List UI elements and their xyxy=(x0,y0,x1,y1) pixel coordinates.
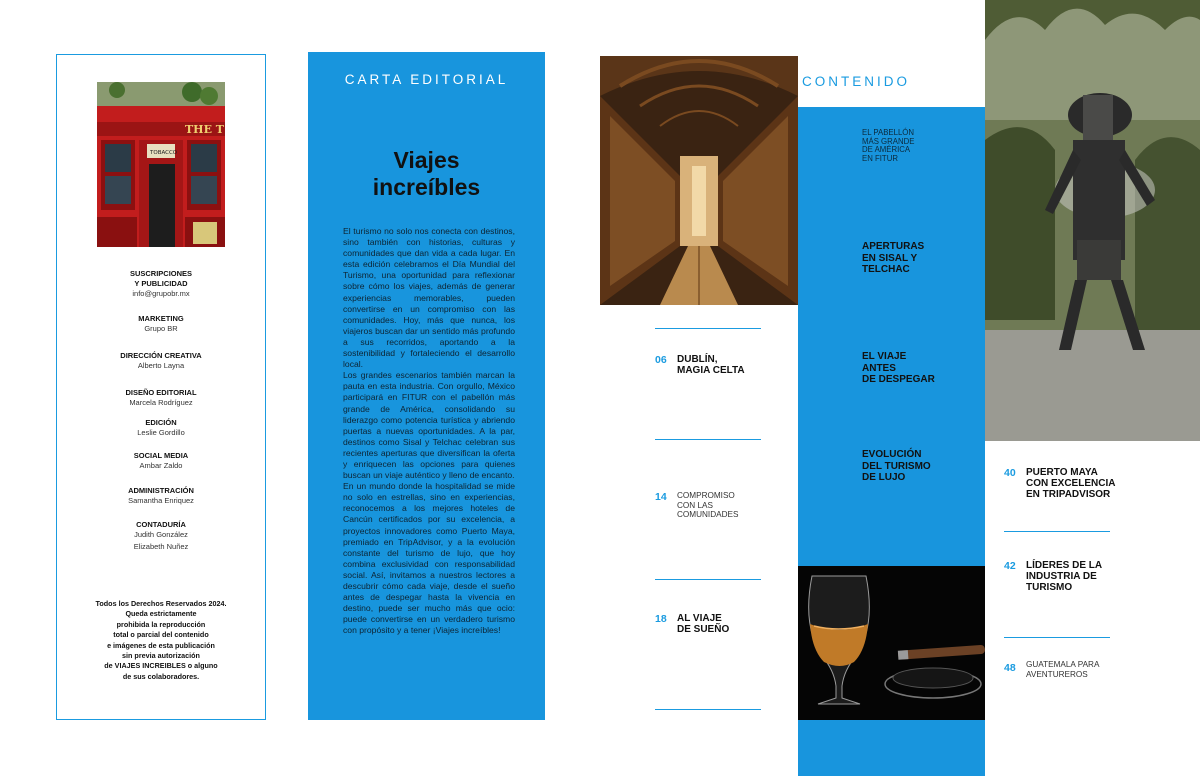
pub-sign: THE T xyxy=(185,123,224,136)
credits-panel xyxy=(56,54,266,720)
entry-line: DE AMÉRICA xyxy=(862,145,911,155)
credit-name: Marcela Rodríguez xyxy=(129,398,193,407)
entry-line: AL VIAJE xyxy=(677,613,722,624)
contents-entry[interactable] xyxy=(862,449,931,484)
credit-name: Samantha Enriquez xyxy=(128,496,194,505)
entry-line: GUATEMALA PARA xyxy=(1026,660,1100,669)
entry-line: EL PABELLÓN xyxy=(862,128,915,137)
credit-name: Grupo BR xyxy=(144,324,178,333)
credit-role: DISEÑO EDITORIAL xyxy=(125,388,197,397)
credit-accounting xyxy=(57,520,265,552)
divider xyxy=(655,328,761,329)
page-number: 48 xyxy=(1004,662,1016,674)
entry-title xyxy=(1026,467,1115,500)
divider xyxy=(655,579,761,580)
divider xyxy=(655,439,761,440)
credit-name: Judith González xyxy=(134,530,188,539)
credit-role: DIRECCIÓN CREATIVA xyxy=(120,351,202,360)
entry-line: TELCHAC xyxy=(862,264,910,275)
entry-line: LÍDERES DE LA xyxy=(1026,560,1103,571)
entry-line: EN FITUR xyxy=(862,153,898,163)
credit-role: MARKETING xyxy=(138,314,184,323)
credit-marketing xyxy=(57,314,265,334)
warrior-photo xyxy=(985,0,1200,441)
credit-social-media xyxy=(57,451,265,471)
contents-heading: CONTENIDO xyxy=(802,74,910,89)
credit-name: Alberto Layna xyxy=(137,361,185,370)
entry-line: CON LAS xyxy=(677,500,713,510)
entry-line: EL VIAJE xyxy=(862,351,907,362)
editorial-panel xyxy=(308,52,545,720)
library-photo xyxy=(600,56,798,305)
page-number: 40 xyxy=(1004,467,1016,479)
contents-entry[interactable] xyxy=(862,129,914,163)
entry-line: MAGIA CELTA xyxy=(677,365,745,376)
credit-role: CONTADURÍA xyxy=(136,520,186,529)
legal-line: Todos los Derechos Reservados 2024. xyxy=(95,599,227,608)
entry-line: AVENTUREROS xyxy=(1026,669,1088,679)
entry-line: COMPROMISO xyxy=(677,491,735,500)
divider xyxy=(1004,637,1110,638)
entry-line: PUERTO MAYA xyxy=(1026,467,1098,478)
entry-title xyxy=(677,354,745,376)
credit-editing xyxy=(57,418,265,438)
legal-line: sin previa autorización xyxy=(122,651,200,661)
divider xyxy=(655,709,761,710)
editorial-title xyxy=(308,147,545,201)
editorial-title-line: increíbles xyxy=(372,174,481,200)
entry-line: INDUSTRIA DE xyxy=(1026,571,1097,582)
entry-line: EN TRIPADVISOR xyxy=(1026,489,1111,500)
legal-line: e imágenes de esta publicación xyxy=(107,640,215,650)
entry-line: MÁS GRANDE xyxy=(862,136,915,146)
editorial-paragraph: El turismo no solo nos conecta con destinos, sino también con historias, culturas y comunidades que dan vida a cada lugar. En esta edición celebramos el Día Mundial del Turismo, una oportunidad para reflexionar sobre cómo los viajes, además de generar experiencias memorables, pueden convertirse en un compromiso con las comunidades. Hoy, más que nunca, los viajeros buscan dar un sentido más profundo a sus recorridos, aportando a la sostenibilidad y fortaleciendo el desarrollo local. xyxy=(343,226,515,370)
credit-role: Y PUBLICIDAD xyxy=(134,279,188,288)
pub-photo xyxy=(97,82,225,247)
entry-title xyxy=(677,613,729,635)
credit-role: SUSCRIPCIONES xyxy=(129,269,193,278)
entry-line: ANTES xyxy=(862,362,896,374)
credit-role: EDICIÓN xyxy=(145,418,177,427)
editorial-paragraph: Los grandes escenarios también marcan la pauta en esta industria. Con orgullo, México participará en FITUR con el pabellón más grande de América, consolidando su liderazgo como potencia turística y abriendo puertas a nuevas oportunidades. A la par, destinos como Sisal y Telchac celebran sus recientes aperturas que diversifican la oferta y enriquecen las opciones para quienes buscan un viaje auténtico y lleno de encanto. xyxy=(343,370,515,481)
entry-line: DE DESPEGAR xyxy=(862,374,935,385)
editorial-paragraph: En un mundo donde la hospitalidad se mide no solo en estrellas, sino en experiencias, reconocemos a los mejores hoteles de Cancún certificados por su excelencia, a proyectos innovadores como Puerto Maya, premiado en TripAdvisor, y a la evolución constante del turismo de lujo, que hoy combina exclusividad con responsabilidad social. Así, invitamos a nuestros lectores a descubrir cómo cada viaje, desde el sueño antes de despegar hasta la vivencia en destino, puede ser mucho más que ocio: puede convertirse en un verdadero turismo con propósito y a tener ¡Viajes increíbles! xyxy=(343,481,515,636)
legal-line: de VIAJES INCREIBLES o alguno xyxy=(104,661,218,671)
credit-name: Ambar Zaldo xyxy=(139,461,183,470)
contents-entry[interactable] xyxy=(862,351,935,386)
cognac-photo xyxy=(798,566,985,720)
entry-line: EN SISAL Y xyxy=(862,252,918,264)
entry-line: DE LUJO xyxy=(862,472,906,483)
entry-title xyxy=(1026,560,1102,593)
page-number: 18 xyxy=(655,613,667,625)
editorial-title-line: Viajes xyxy=(393,147,460,173)
page-number: 42 xyxy=(1004,560,1016,572)
legal-line: prohibida la reproducción xyxy=(116,619,206,629)
credit-role: ADMINISTRACIÓN xyxy=(128,486,194,495)
legal-line: de sus colaboradores. xyxy=(122,671,200,681)
divider xyxy=(1004,531,1110,532)
credit-subscriptions xyxy=(57,269,265,299)
tobacco-sign: TOBACCO xyxy=(150,150,178,156)
credit-name: info@grupobr.mx xyxy=(132,289,190,298)
editorial-body xyxy=(343,226,515,636)
legal-line: total o parcial del contenido xyxy=(113,630,209,640)
page-number: 14 xyxy=(655,491,667,503)
credit-administration xyxy=(57,486,265,506)
entry-title xyxy=(1026,660,1099,679)
entry-line: TURISMO xyxy=(1026,582,1073,593)
entry-line: DUBLÍN, xyxy=(677,354,718,365)
entry-line: EVOLUCIÓN xyxy=(862,449,922,460)
credit-editorial-design xyxy=(57,388,265,408)
editorial-heading: CARTA EDITORIAL xyxy=(344,72,509,87)
entry-line: COMUNIDADES xyxy=(677,510,739,519)
entry-line: APERTURAS xyxy=(862,241,925,252)
entry-line: CON EXCELENCIA xyxy=(1026,478,1116,489)
legal-notice xyxy=(71,599,251,682)
credit-name: Leslie Gordillo xyxy=(137,428,185,437)
entry-line: DEL TURISMO xyxy=(862,460,931,472)
credit-creative-direction xyxy=(57,351,265,371)
credit-role: SOCIAL MEDIA xyxy=(133,451,189,460)
legal-line: Queda estrictamente xyxy=(125,609,197,619)
page-number: 06 xyxy=(655,354,667,366)
entry-line: DE SUEÑO xyxy=(677,624,730,635)
credit-name: Elizabeth Nuñez xyxy=(133,542,189,551)
contents-entry[interactable] xyxy=(862,241,924,276)
entry-title xyxy=(677,491,738,520)
